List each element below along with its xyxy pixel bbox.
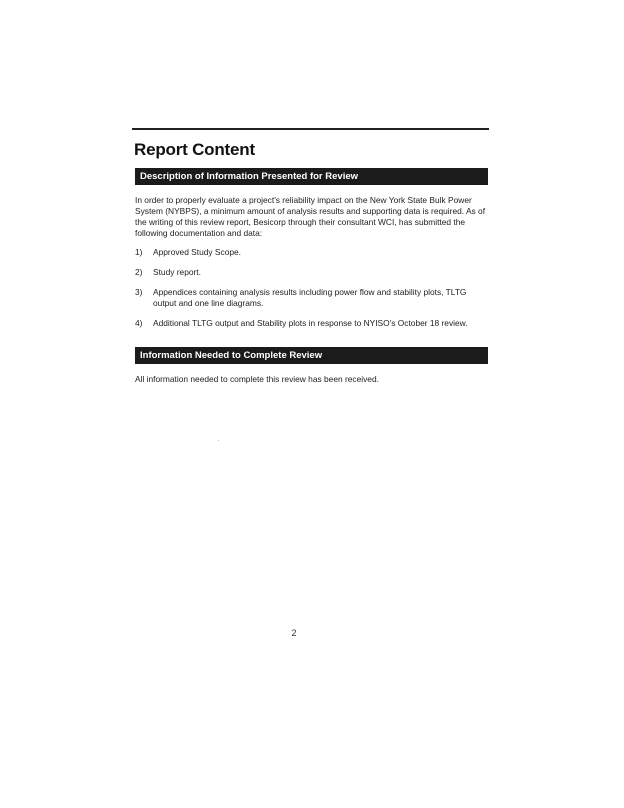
list-item xyxy=(135,287,489,309)
list-item xyxy=(135,267,489,278)
list-item-text: Additional TLTG output and Stability plots in response to NYISO's October 18 review. xyxy=(153,318,468,328)
scan-speck xyxy=(218,440,219,441)
list-item-number: 4) xyxy=(135,318,143,328)
section-heading-description: Description of Information Presented for Review xyxy=(135,168,488,185)
list-item xyxy=(135,318,489,329)
list-item-text: Study report. xyxy=(153,267,201,277)
intro-paragraph: In order to properly evaluate a project's reliability impact on the New York State Bulk Power System (NYBPS), a minimum amount of analysis results and supporting data is required. As of the writing of this review report, Besicorp through their consultant WCI, has submitted the following documentation and data: xyxy=(135,195,486,238)
page-title: Report Content xyxy=(134,140,255,159)
documentation-list xyxy=(135,247,489,338)
list-item-text: Approved Study Scope. xyxy=(153,247,241,257)
top-horizontal-rule xyxy=(132,128,489,130)
list-item-number: 3) xyxy=(135,287,143,297)
information-received-text: All information needed to complete this review has been received. xyxy=(135,374,379,384)
page-number: 2 xyxy=(291,628,297,638)
list-item-text: Appendices containing analysis results including power flow and stability plots, TLTG output and one line diagrams. xyxy=(153,287,467,308)
list-item xyxy=(135,247,489,258)
list-item-number: 1) xyxy=(135,247,143,257)
list-item-number: 2) xyxy=(135,267,143,277)
section-heading-information-needed: Information Needed to Complete Review xyxy=(135,347,488,364)
